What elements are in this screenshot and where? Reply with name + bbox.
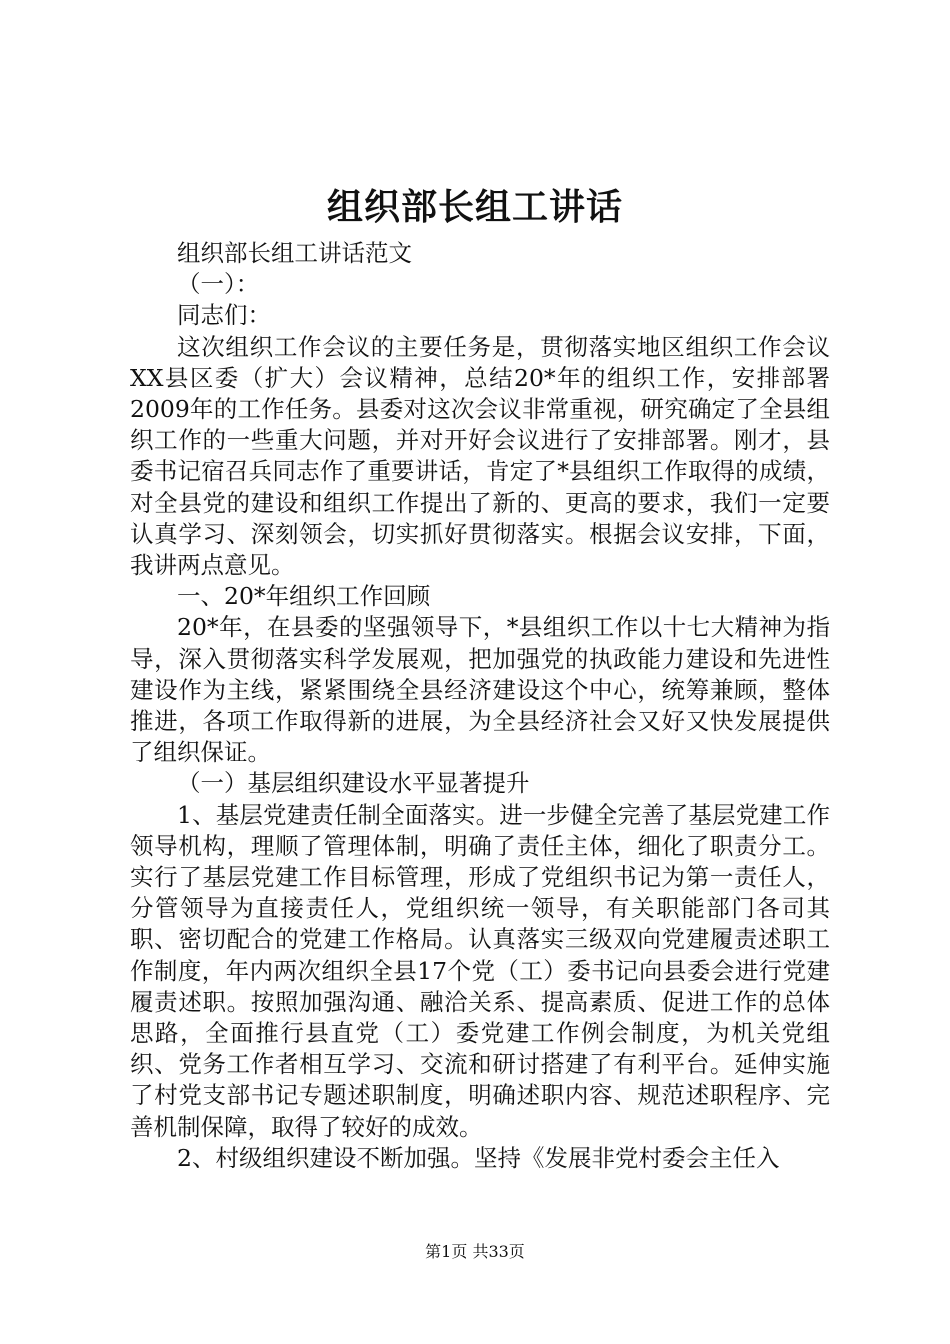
body-paragraph: 这次组织工作会议的主要任务是，贯彻落实地区组织工作会议XX县区委（扩大）会议精神，总结20*年的组织工作，安排部署2009年的工作任务。县委对这次会议非常重视，研究确定了全县组织工作的一些重大问题，并对开好会议进行了安排部署。刚才，县委书记宿召兵同志作了重要讲话，肯定了*县组织工作取得的成绩，对全县党的建设和组织工作提出了新的、更高的要求，我们一定要认真学习、深刻领会，切实抓好贯彻落实。根据会议安排，下面，我讲两点意见。 (130, 332, 830, 580)
body-paragraph: 20*年，在县委的坚强领导下，*县组织工作以十七大精神为指导，深入贯彻落实科学发展观，把加强党的执政能力建设和先进性建设作为主线，紧紧围绕全县经济建设这个中心，统筹兼顾，整体推进，各项工作取得新的进展，为全县经济社会又好又快发展提供了组织保证。 (130, 613, 830, 767)
body-paragraph: 1、基层党建责任制全面落实。进一步健全完善了基层党建工作领导机构，理顺了管理体制，明确了责任主体，细化了职责分工。实行了基层党建工作目标管理，形成了党组织书记为第一责任人，分管领导为直接责任人，党组织统一领导，有关职能部门各司其职、密切配合的党建工作格局。认真落实三级双向党建履责述职工作制度，年内两次组织全县17个党（工）委书记向县委会进行党建履责述职。按照加强沟通、融洽关系、提高素质、促进工作的总体思路，全面推行县直党（工）委党建工作例会制度，为机关党组织、党务工作者相互学习、交流和研讨搭建了有利平台。延伸实施了村党支部书记专题述职制度，明确述职内容、规范述职程序、完善机制保障，取得了较好的成效。 (130, 800, 830, 1141)
subsection-heading: （一）基层组织建设水平显著提升 (177, 769, 530, 798)
document-body (130, 238, 830, 1174)
section-heading: 一、20*年组织工作回顾 (177, 582, 431, 611)
salutation-paragraph: 同志们： (177, 301, 271, 330)
subtitle-paragraph: 组织部长组工讲话范文 (177, 239, 412, 267)
body-paragraph: 2、村级组织建设不断加强。坚持《发展非党村委会主任入 (177, 1143, 780, 1172)
page-footer: 第1页 共33页 (425, 1242, 525, 1261)
section-marker-paragraph: （一）： (177, 270, 260, 299)
document-title: 组织部长组工讲话 (326, 186, 623, 228)
